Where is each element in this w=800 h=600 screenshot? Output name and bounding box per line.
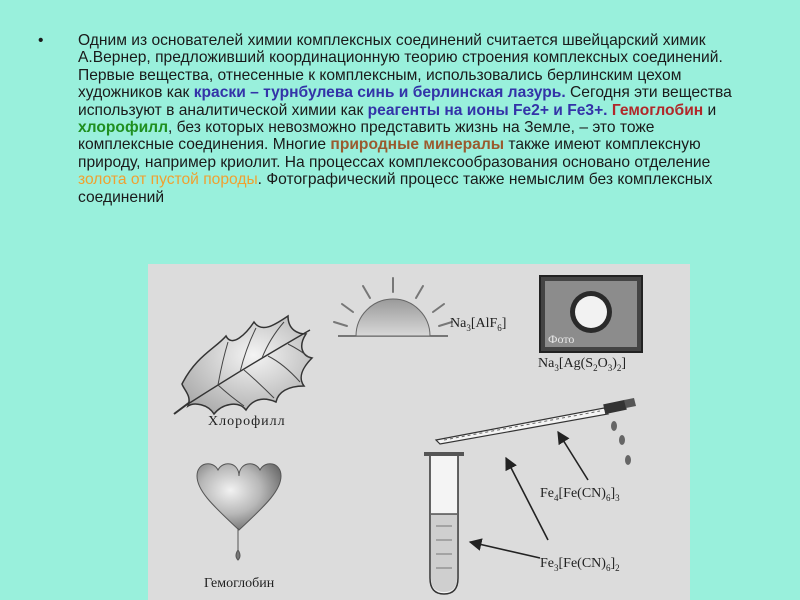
formula-part: [Fe(CN): [558, 486, 606, 501]
sun-icon: [334, 278, 452, 336]
na-alf-formula: [450, 316, 506, 333]
formula-sub: 4: [554, 492, 559, 503]
formula-sub: 6: [605, 562, 611, 573]
text-segment: . Фотографический процесс также немыслим без комплексных соединений: [78, 171, 713, 206]
illustration-drawing: [148, 264, 690, 600]
formula-part: [Fe(CN): [558, 556, 606, 571]
formula-part: Fe: [540, 486, 554, 501]
formula-part: ]: [610, 486, 616, 501]
slide-text: [38, 32, 738, 206]
formula-sub: 2: [593, 362, 598, 373]
leaf-icon: [174, 316, 312, 414]
formula-part: Na: [538, 356, 555, 371]
bullet-marker: •: [38, 32, 44, 49]
formula-sub: 2: [616, 362, 622, 373]
formula-part: ): [612, 356, 617, 371]
formula-sub: 3: [554, 562, 559, 573]
formula-sub: 2: [615, 562, 620, 573]
fe4-formula: [540, 486, 620, 503]
illustration-panel: [148, 264, 690, 600]
formula-part: Fe: [540, 556, 554, 571]
formula-sub: 3: [554, 362, 559, 373]
fe3-formula: [540, 556, 620, 573]
highlight-paints: краски – турнбулева синь и берлинская лазурь.: [193, 84, 566, 102]
formula-sub: 6: [497, 322, 502, 333]
test-tube-icon: [424, 452, 464, 594]
formula-part: Na: [450, 316, 467, 331]
highlight-chlorophyll: хлорофилл: [78, 119, 168, 137]
heart-icon: [197, 464, 281, 560]
formula-part: ]: [501, 316, 507, 331]
hemoglobin-label: Гемоглобин: [204, 576, 275, 591]
highlight-gold: золота от пустой породы: [78, 171, 258, 189]
highlight-reagents: реагенты на ионы Fe2+ и Fe3+.: [367, 101, 608, 119]
formula-part: [AlF: [470, 316, 498, 331]
pen-icon: [436, 398, 636, 465]
formula-sub: 3: [466, 322, 471, 333]
formula-part: [Ag(S: [558, 356, 594, 371]
formula-sub: 3: [607, 362, 613, 373]
paragraph: [78, 32, 738, 206]
formula-part: ]: [610, 556, 616, 571]
highlight-hemoglobin: Гемоглобин: [611, 101, 704, 119]
text-segment: Одним из основателей химии комплексных соединений считается швейцарский химик А.Вернер, предложивший координационную теорию строения комплексных соединений. Первые вещества, отнесенные к комплексным, использовались берлинским цехом художников как: [78, 32, 723, 102]
na-ag-formula: [538, 356, 626, 373]
text-segment: также имеют комплексную природу, например криолит. На процессах комплексообразования основано отделение: [78, 136, 711, 171]
text-segment: , без которых невозможно представить жизнь на Земле, – это тоже комплексные соединения. Многие: [78, 119, 655, 154]
formula-part: ]: [621, 356, 627, 371]
photo-label: Фото: [548, 332, 575, 346]
formula-sub: 6: [605, 492, 611, 503]
highlight-minerals: природные минералы: [330, 136, 505, 154]
text-segment: и: [703, 101, 717, 119]
formula-sub: 3: [615, 492, 620, 503]
formula-part: O: [597, 356, 608, 371]
chlorophyll-label: Хлорофилл: [208, 414, 286, 429]
text-segment: Сегодня эти вещества используют в аналитической химии как: [78, 84, 732, 119]
